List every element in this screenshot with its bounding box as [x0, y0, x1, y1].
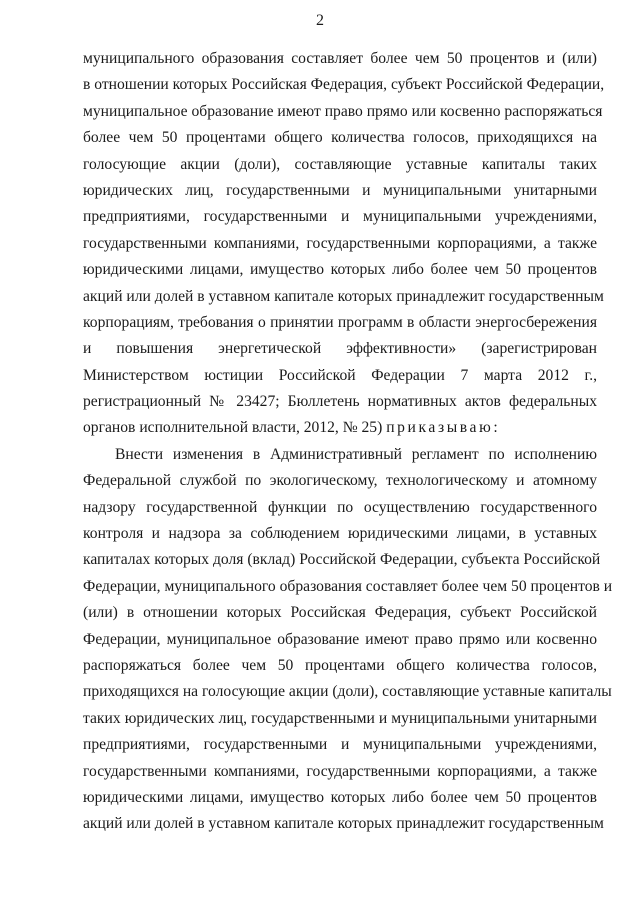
text-line: государственными компаниями, государственными корпорациями, а также [83, 234, 597, 252]
text-line: муниципальное образование имеют право прямо или косвенно распоряжаться [83, 102, 603, 120]
text-line: капиталах которых доля (вклад) Российской Федерации, субъекта Российской [83, 551, 601, 569]
text-line: контроля и надзора за соблюдением юридическими лицами, в уставных [83, 525, 597, 543]
text-line: Министерством юстиции Российской Федерации 7 марта 2012 г., [83, 366, 597, 384]
text-line: Федеральной службой по экологическому, технологическому и атомному [83, 472, 597, 490]
text-line: регистрационный № 23427; Бюллетень нормативных актов федеральных [83, 393, 597, 411]
text-line-suffix: : [493, 419, 498, 437]
text-line: государственными компаниями, государственными корпорациями, а также [83, 762, 597, 780]
text-line: (или) в отношении которых Российская Федерация, субъект Российской [83, 604, 597, 622]
text-line: в отношении которых Российская Федерация, субъект Российской Федерации, [83, 76, 605, 94]
text-line-last [83, 415, 597, 441]
paragraph-1 [83, 46, 605, 442]
text-line: юридическими лицами, имущество которых либо более чем 50 процентов [83, 261, 597, 279]
document-body [83, 46, 613, 838]
text-line: и повышения энергетической эффективности» (зарегистрирован [83, 340, 597, 358]
text-line: распоряжаться более чем 50 процентами общего количества голосов, [83, 656, 597, 674]
text-line: акций или долей в уставном капитале которых принадлежит государственным [83, 287, 604, 305]
text-line: муниципального образования составляет более чем 50 процентов и (или) [83, 50, 597, 67]
paragraph-2 [83, 442, 613, 838]
text-line: приходящихся на голосующие акции (доли), составляющие уставные капиталы [83, 683, 612, 701]
page-number: 2 [316, 12, 324, 29]
text-line: корпорациям, требования о принятии программ в области энергосбережения [83, 313, 597, 331]
text-line: Федерации, муниципальное образование имеют право прямо или косвенно [83, 630, 597, 648]
text-line: более чем 50 процентами общего количества голосов, приходящихся на [83, 129, 597, 147]
text-line: Федерации, муниципального образования составляет более чем 50 процентов и [83, 577, 613, 595]
text-line: юридических лиц, государственными и муниципальными унитарными [83, 181, 597, 199]
text-line: надзору государственной функции по осуществлению государственного [83, 498, 597, 516]
text-line: юридическими лицами, имущество которых либо более чем 50 процентов [83, 788, 597, 806]
text-line: акций или долей в уставном капитале которых принадлежит государственным [83, 815, 604, 833]
text-line: предприятиями, государственными и муниципальными учреждениями, [83, 208, 597, 226]
order-word: приказываю [386, 419, 494, 437]
text-line: голосующие акции (доли), составляющие уставные капиталы таких [83, 155, 597, 173]
text-line: таких юридических лиц, государственными и муниципальными унитарными [83, 709, 597, 727]
text-line-prefix: органов исполнительной власти, 2012, № 25) [83, 419, 383, 437]
text-line: предприятиями, государственными и муниципальными учреждениями, [83, 736, 597, 754]
text-line-indented: Внести изменения в Административный регламент по исполнению [115, 445, 597, 463]
